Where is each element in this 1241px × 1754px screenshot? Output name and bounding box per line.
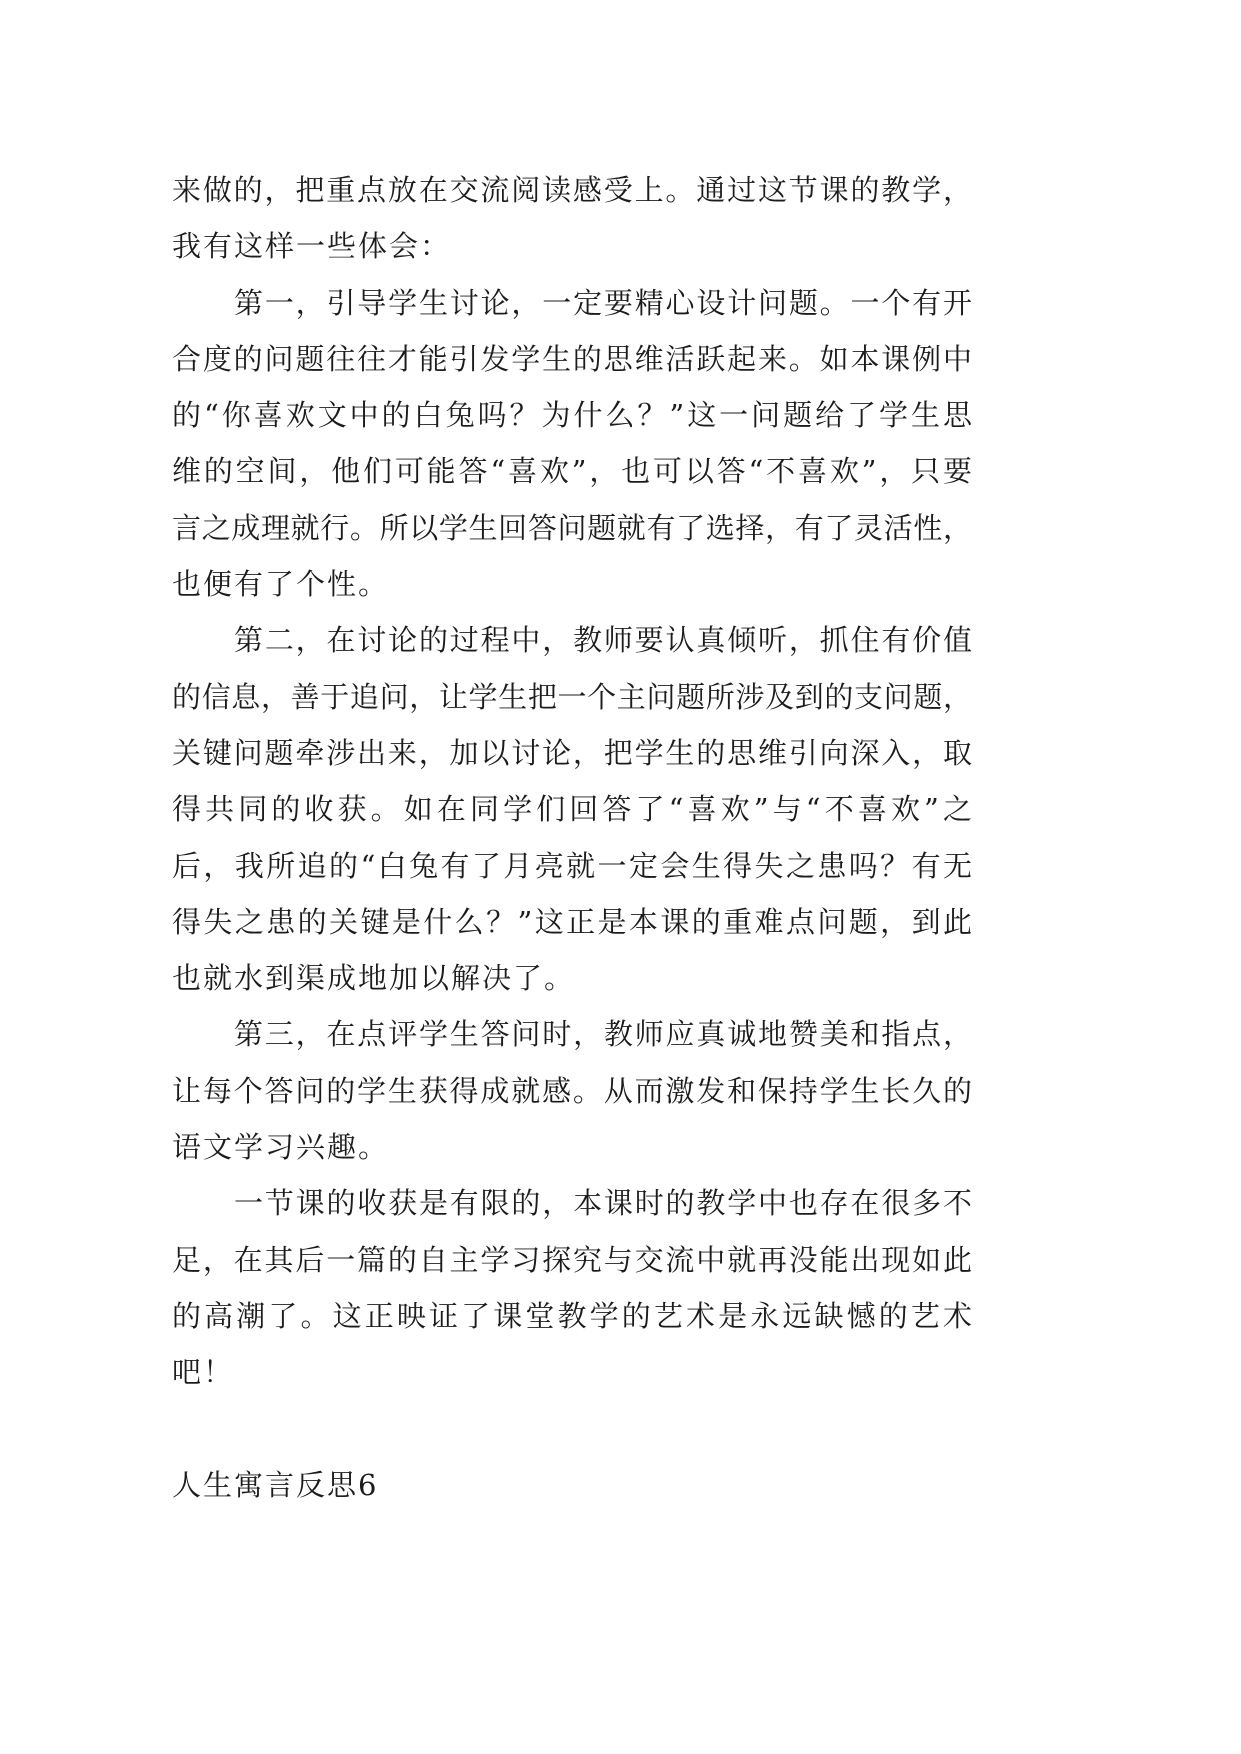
text-line: 语文学习兴趣。 [172,1130,390,1165]
text-line: 言之成理就行。所以学生回答问题就有了选择，有了灵活性， [172,510,972,545]
text-line: 吧！ [172,1355,235,1390]
paragraph [172,1175,972,1400]
paragraph [172,1006,972,1175]
text-line: 第一，引导学生讨论，一定要精心设计问题。一个有开 [234,285,972,320]
text-line: 让每个答问的学生获得成就感。从而激发和保持学生长久的 [172,1073,972,1108]
text-line: 的信息，善于追问，让学生把一个主问题所涉及到的支问题， [172,679,972,714]
text-line: 得共同的收获。如在同学们回答了“喜欢”与“不喜欢”之 [172,792,972,827]
text-line: 的“你喜欢文中的白兔吗？为什么？”这一问题给了学生思 [172,398,972,433]
text-line: 来做的，把重点放在交流阅读感受上。通过这节课的教学， [172,173,972,207]
text-line: 得失之患的关键是什么？”这正是本课的重难点问题，到此 [172,904,972,939]
text-line: 维的空间，他们可能答“喜欢”，也可以答“不喜欢”，只要 [172,454,972,489]
text-line: 关键问题牵涉出来，加以讨论，把学生的思维引向深入，取 [172,735,972,770]
text-line: 第二，在讨论的过程中，教师要认真倾听，抓住有价值 [234,623,972,658]
blank-line [172,1401,972,1457]
text-line: 后，我所追的“白兔有了月亮就一定会生得失之患吗？有无 [172,848,972,883]
text-line: 也就水到渠成地加以解决了。 [172,961,576,996]
paragraph [172,162,972,275]
paragraph [172,612,972,1006]
text-line: 第三，在点评学生答问时，教师应真诚地赞美和指点， [234,1017,972,1052]
section-heading: 人生寓言反思6 [172,1467,379,1502]
text-line: 一节课的收获是有限的，本课时的教学中也存在很多不 [234,1186,972,1221]
text-line: 我有这样一些体会： [172,229,452,264]
text-line: 的高潮了。这正映证了课堂教学的艺术是永远缺憾的艺术 [172,1298,972,1333]
text-line: 也便有了个性。 [172,567,390,602]
text-line: 合度的问题往往才能引发学生的思维活跃起来。如本课例中 [172,341,972,376]
text-line: 足，在其后一篇的自主学习探究与交流中就再没能出现如此 [172,1242,972,1277]
paragraph [172,275,972,613]
document-body [172,162,972,1513]
